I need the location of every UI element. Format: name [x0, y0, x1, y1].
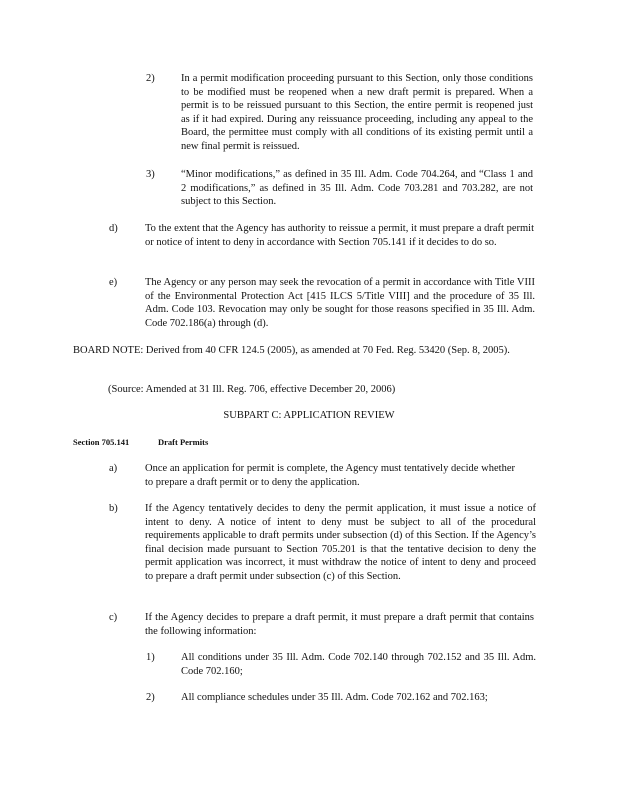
item-label: 3) — [146, 169, 155, 180]
section-item-c-text: If the Agency decides to prepare a draft permit, it must prepare a draft permit that contains the following information: — [145, 612, 534, 637]
item-label: e) — [109, 277, 118, 288]
item-2-text: In a permit modification proceeding pursuant to this Section, only those conditions to be modified must be reopened when a new draft permit is prepared. When a permit is to be reissued pursuant to this Section, the entire permit is reopened just as if it had expired. During any reissuance proceeding, including any appeal to the Board, the permittee must comply with all conditions of its existing permit until a new final permit is reissued. — [181, 73, 533, 152]
source-note: (Source: Amended at 31 Ill. Reg. 706, effective December 20, 2006) — [108, 384, 396, 395]
item-label: a) — [109, 463, 118, 474]
item-d-text: To the extent that the Agency has authority to reissue a permit, it must prepare a draft permit or notice of intent to deny in accordance with Section 705.141 if it decides to do so. — [145, 223, 534, 248]
section-item-b-text: If the Agency tentatively decides to deny the permit application, it must issue a notice of intent to deny. A notice of intent to deny must be subject to all of the procedural requirements applicable to draft permits under subsection (d) of this Section. If the Agency’s final decision made pursuant to Section 705.201 is that the tentative decision to deny the permit application was incorrect, it must withdraw the notice of intent to deny and proceed to prepare a draft permit under subsection (c) of this Section. — [145, 503, 536, 582]
section-item-c2-text: All compliance schedules under 35 Ill. Adm. Code 702.162 and 702.163; — [181, 692, 488, 703]
item-label: 2) — [146, 692, 155, 703]
section-item-a-text: Once an application for permit is complete, the Agency must tentatively decide whether to prepare a draft permit or to deny the application. — [145, 463, 515, 488]
item-label: d) — [109, 223, 118, 234]
item-label: 1) — [146, 652, 155, 663]
item-e-text: The Agency or any person may seek the revocation of a permit in accordance with Title VIII of the Environmental Protection Act [415 ILCS 5/Title VIII] and the procedure of 35 Ill. Adm. Code 103. Revocation may only be sought for those reasons specified in 35 Ill. Adm. Code 702.186(a) through (d). — [145, 277, 535, 329]
item-3-text: “Minor modifications,” as defined in 35 Ill. Adm. Code 704.264, and “Class 1 and 2 modifications,” as defined in 35 Ill. Adm. Code 703.281 and 703.282, are not subject to this Section. — [181, 169, 533, 207]
item-label: c) — [109, 612, 118, 623]
section-title: Draft Permits — [158, 437, 209, 447]
section-number: Section 705.141 — [73, 437, 130, 447]
board-note: BOARD NOTE: Derived from 40 CFR 124.5 (2005), as amended at 70 Fed. Reg. 53420 (Sep. 8, 2005). — [73, 345, 510, 356]
section-item-c1-text: All conditions under 35 Ill. Adm. Code 702.140 through 702.152 and 35 Ill. Adm. Code 702.160; — [181, 652, 536, 677]
item-label: 2) — [146, 73, 155, 84]
subpart-heading: SUBPART C: APPLICATION REVIEW — [223, 410, 395, 421]
item-label: b) — [109, 503, 118, 514]
